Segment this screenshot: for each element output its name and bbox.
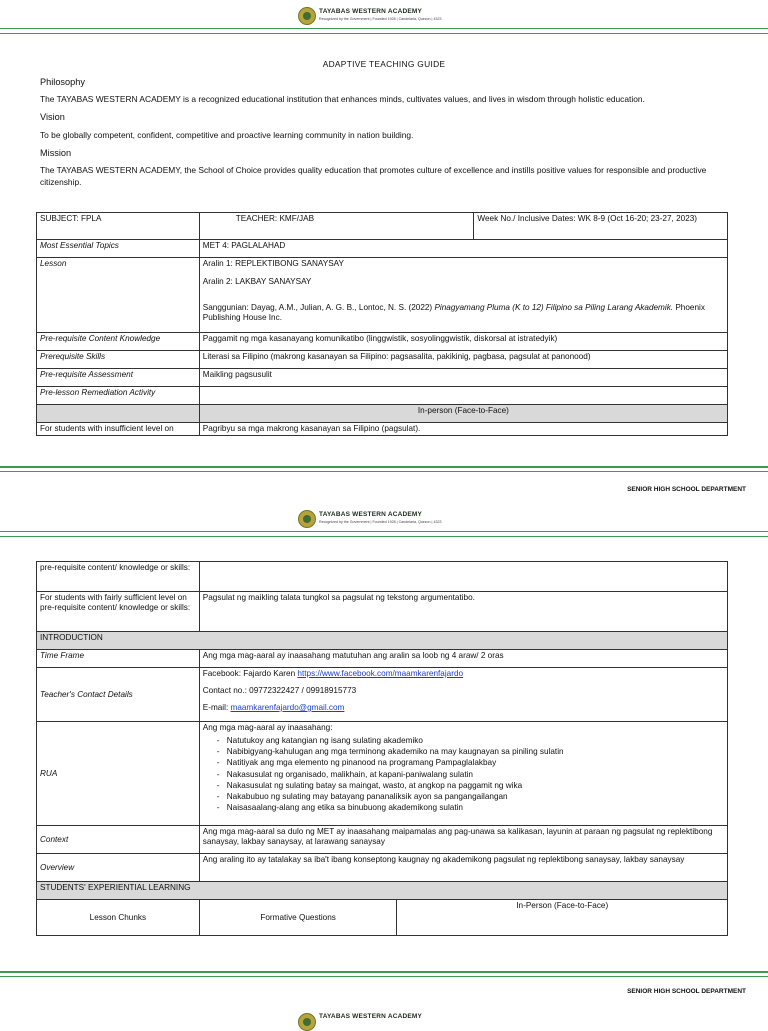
- department-label: SENIOR HIGH SCHOOL DEPARTMENT: [627, 988, 746, 995]
- lesson-2: Aralin 2: LAKBAY SANAYSAY: [202, 277, 312, 286]
- email-label: E-mail:: [202, 703, 231, 712]
- facebook-label: Facebook: Fajardo Karen: [202, 669, 298, 678]
- week-cell: Week No./ Inclusive Dates: WK 8-9 (Oct 16-20; 23-27, 2023): [474, 213, 728, 240]
- school-name: TAYABAS WESTERN ACADEMY: [319, 8, 423, 15]
- source-title: Pinagyamang Pluma (K to 12) Filipino sa Piling Larang Akademik.: [434, 303, 674, 312]
- fairly-value: Pagsulat ng maikling talata tungkol sa pagsulat ng tekstong argumentatibo.: [199, 592, 727, 632]
- contact-value: [199, 668, 727, 722]
- lesson-source: [203, 303, 724, 323]
- met-value: MET 4: PAGLALAHAD: [199, 240, 727, 258]
- school-tagline: Recognized by the Government | Founded 1928 | Candelaria, Quezon | 4323: [319, 17, 442, 21]
- cont-value: [199, 562, 727, 592]
- school-name: TAYABAS WESTERN ACADEMY: [319, 511, 423, 518]
- header-rule-bottom: [0, 33, 768, 34]
- footer-rule-bottom: [0, 471, 768, 472]
- philosophy-heading: Philosophy: [40, 77, 85, 87]
- prk-label: Pre-requisite Content Knowledge: [37, 333, 200, 351]
- rua-list: [217, 735, 724, 813]
- prs-value: Literasi sa Filipino (makrong kasanayan sa Filipino: pagsasalita, pakikinig, pagbasa, pagsulat at panonood): [199, 351, 727, 369]
- experiential-learning-header: STUDENTS' EXPERIENTIAL LEARNING: [37, 882, 728, 900]
- list-item: - Nabibigyang-kahulugan ang mga terminong akademiko na may kaugnayan sa piniling sulatin: [217, 746, 724, 757]
- mission-heading: Mission: [40, 148, 72, 158]
- header-rule-top: [0, 531, 768, 532]
- mission-text: The TAYABAS WESTERN ACADEMY, the School of Choice provides quality education that promotes culture of excellence and instills positive values for responsible and productive citizenship.: [40, 165, 707, 187]
- footer-rule-bottom: [0, 976, 768, 977]
- cont-label: pre-requisite content/ knowledge or skills:: [37, 562, 200, 592]
- timeframe-value: Ang mga mag-aaral ay inaasahang matutuhan ang aralin sa loob ng 4 araw/ 2 oras: [199, 650, 727, 668]
- list-item: - Naisasaalang-alang ang etika sa binubuong akademikong sulatin: [217, 802, 724, 813]
- vision-text: To be globally competent, confident, competitive and proactive learning community in nation building.: [40, 130, 414, 140]
- lesson-info-table: [36, 212, 728, 436]
- vision-heading: Vision: [40, 112, 65, 122]
- timeframe-label: Time Frame: [37, 650, 200, 668]
- inperson-header: In-person (Face-to-Face): [199, 405, 727, 423]
- insufficient-label: For students with insufficient level on: [37, 423, 200, 436]
- plr-value: [199, 387, 727, 405]
- teacher-cell: TEACHER: KMF/JAB: [199, 213, 474, 240]
- contact-label: Teacher's Contact Details: [37, 668, 200, 722]
- fairly-label: For students with fairly sufficient level on pre-requisite content/ knowledge or skills:: [37, 592, 200, 632]
- lesson-1: Aralin 1: REPLEKTIBONG SANAYSAY: [202, 259, 344, 268]
- introduction-header: INTRODUCTION: [37, 632, 728, 650]
- list-item: - Nakabubuo ng sulating may batayang pananaliksik ayon sa pangangailangan: [217, 791, 724, 802]
- header-rule-top: [0, 28, 768, 29]
- plr-label: Pre-lesson Remediation Activity: [37, 387, 200, 405]
- pra-label: Pre-requisite Assessment: [37, 369, 200, 387]
- list-item: - Natitiyak ang mga elemento ng pinanood na programang Pampaglalakbay: [217, 757, 724, 768]
- facebook-link[interactable]: https://www.facebook.com/maamkarenfajardo: [297, 669, 464, 678]
- email-link[interactable]: maamkarenfajardo@gmail.com: [230, 703, 345, 712]
- rua-value: [199, 722, 727, 826]
- contact-number: Contact no.: 09772322427 / 09918915773: [202, 686, 357, 695]
- pra-value: Maikling pagsusulit: [199, 369, 727, 387]
- footer-rule-top: [0, 971, 768, 973]
- school-name: TAYABAS WESTERN ACADEMY: [319, 1013, 423, 1020]
- lesson-chunks-header: Lesson Chunks: [37, 900, 200, 936]
- prk-value: Paggamit ng mga kasanayang komunikatibo (linggwistik, sosyolinggwistik, diskorsal at istratedyik): [199, 333, 727, 351]
- met-label: Most Essential Topics: [37, 240, 200, 258]
- context-value: Ang mga mag-aaral sa dulo ng MET ay inaasahang maipamalas ang pag-unawa sa kalikasan, layunin at paraan ng pagsulat ng replektibong sanaysay, lakbay sanaysay, at larawang sanaysay: [199, 826, 727, 854]
- footer-rule-top: [0, 466, 768, 468]
- prs-label: Prerequisite Skills: [37, 351, 200, 369]
- school-logo: [298, 510, 316, 528]
- department-label: SENIOR HIGH SCHOOL DEPARTMENT: [627, 486, 746, 493]
- school-tagline: Recognized by the Government | Founded 1928 | Candelaria, Quezon | 4323: [319, 520, 442, 524]
- context-label: Context: [37, 826, 200, 854]
- inperson-blank: [37, 405, 200, 423]
- philosophy-text: The TAYABAS WESTERN ACADEMY is a recognized educational institution that enhances minds, cultivates values, and lives in wisdom through holistic education.: [40, 94, 645, 104]
- lesson-label: Lesson: [37, 258, 200, 333]
- header-rule-bottom: [0, 536, 768, 537]
- insufficient-value: Pagribyu sa mga makrong kasanayan sa Filipino (pagsulat).: [199, 423, 727, 436]
- school-logo: [298, 7, 316, 25]
- list-item: - Nakasusulat ng sulating batay sa maingat, wasto, at angkop na paggamit ng wika: [217, 780, 724, 791]
- overview-label: Overview: [37, 854, 200, 882]
- lesson-plan-table: [36, 561, 728, 936]
- subject-cell: SUBJECT: FPLA: [37, 213, 200, 240]
- school-logo: [298, 1013, 316, 1031]
- rua-label: RUA: [37, 722, 200, 826]
- document-title: ADAPTIVE TEACHING GUIDE: [322, 59, 446, 69]
- formative-questions-header: Formative Questions: [199, 900, 397, 936]
- inperson-header: In-Person (Face-to-Face): [397, 900, 728, 936]
- rua-intro: Ang mga mag-aaral ay inaasahang:: [202, 723, 333, 732]
- overview-value: Ang araling ito ay tatalakay sa iba't ibang konseptong kaugnay ng akademikong pagsulat ng replektibong sanaysay, lakbay sanaysay: [199, 854, 727, 882]
- list-item: - Nakasusulat ng organisado, malikhain, at kapani-paniwalang sulatin: [217, 769, 724, 780]
- source-authors: Sanggunian: Dayag, A.M., Julian, A. G. B., Lontoc, N. S. (2022): [202, 303, 435, 312]
- list-item: - Natutukoy ang katangian ng isang sulating akademiko: [217, 735, 724, 746]
- source-publisher: Phoenix Publishing House Inc.: [202, 303, 705, 322]
- lesson-value: [199, 258, 727, 333]
